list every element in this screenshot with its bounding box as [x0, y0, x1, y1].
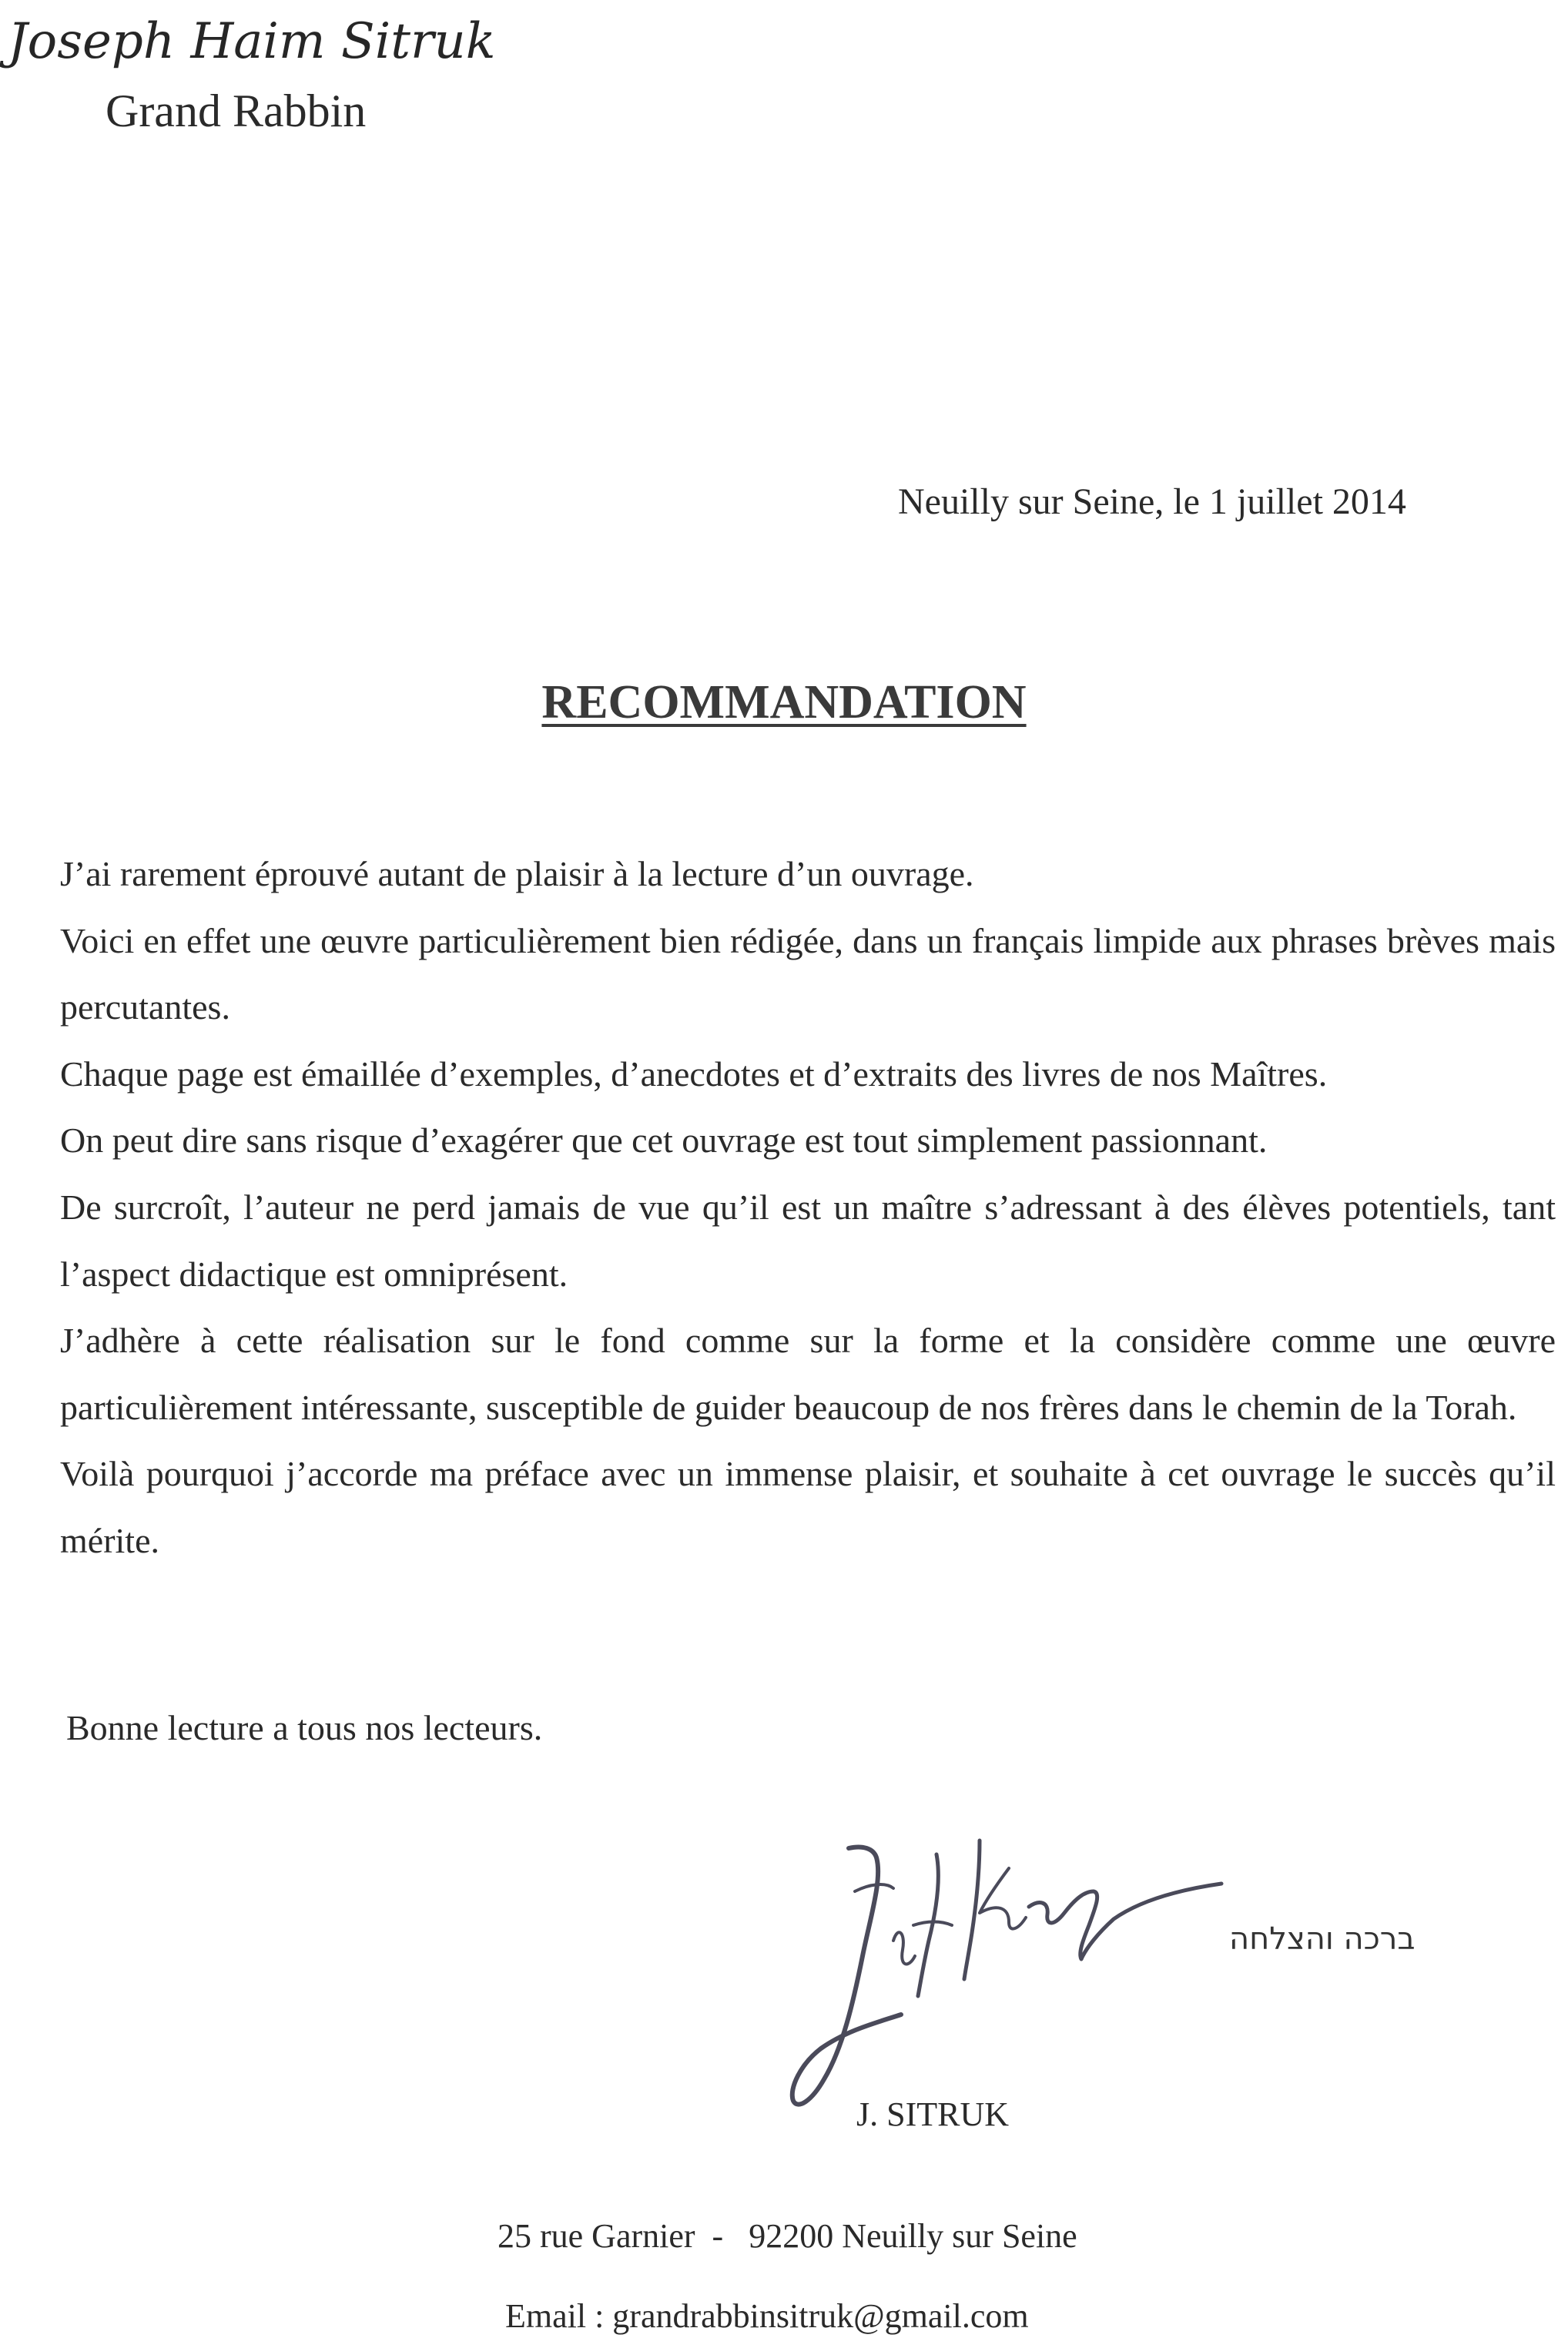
document-title-text: RECOMMANDATION: [541, 676, 1027, 729]
signature-stroke: [980, 1868, 1026, 1929]
body-paragraph: J’adhère à cette réalisation sur le fond comme sur la forme et la considère comme une œuvre particulièrement intéressante, susceptible de guider beaucoup de nos frères dans le chemin de la Torah.: [60, 1321, 1556, 1427]
place-date: Neuilly sur Seine, le 1 juillet 2014: [898, 481, 1406, 522]
signature-stroke: [1029, 1884, 1221, 1959]
closing-line: Bonne lecture a tous nos lecteurs.: [66, 1708, 543, 1747]
body-paragraph: De surcroît, l’auteur ne perd jamais de vue qu’il est un maître s’adressant à des élèves potentiels, tant l’aspect didactique est omniprésent.: [60, 1187, 1556, 1294]
body-paragraph: On peut dire sans risque d’exagérer que cet ouvrage est tout simplement passionnant.: [60, 1120, 1268, 1161]
signature-stroke: [918, 1854, 938, 1996]
blessing-hebrew: ברכה והצלחה: [1229, 1921, 1416, 1957]
body-paragraph: Voici en effet une œuvre particulièrement bien rédigée, dans un français limpide aux phrases brèves mais percutantes.: [60, 920, 1556, 1027]
footer-email: Email : grandrabbinsitruk@gmail.com: [505, 2297, 1029, 2335]
letterhead-name: Joseph Haim Sitruk: [8, 13, 496, 70]
body-paragraph: Chaque page est émaillée d’exemples, d’anecdotes et d’extraits des livres de nos Maîtres.: [60, 1053, 1328, 1094]
signatory-name: J. SITRUK: [856, 2095, 1010, 2133]
signature-stroke: [893, 1932, 915, 1964]
letter-body: [60, 841, 1556, 1575]
body-paragraph: J’ai rarement éprouvé autant de plaisir à la lecture d’un ouvrage.: [60, 854, 974, 893]
body-paragraph: Voilà pourquoi j’accorde ma préface avec un immense plaisir, et souhaite à cet ouvrage le succès qu’il mérite.: [60, 1454, 1556, 1560]
footer-address: 25 rue Garnier - 92200 Neuilly sur Seine: [498, 2217, 1077, 2255]
letterhead-title: Grand Rabbin: [106, 85, 367, 136]
document-title: [0, 672, 1568, 733]
signature-stroke: [964, 1841, 980, 1979]
